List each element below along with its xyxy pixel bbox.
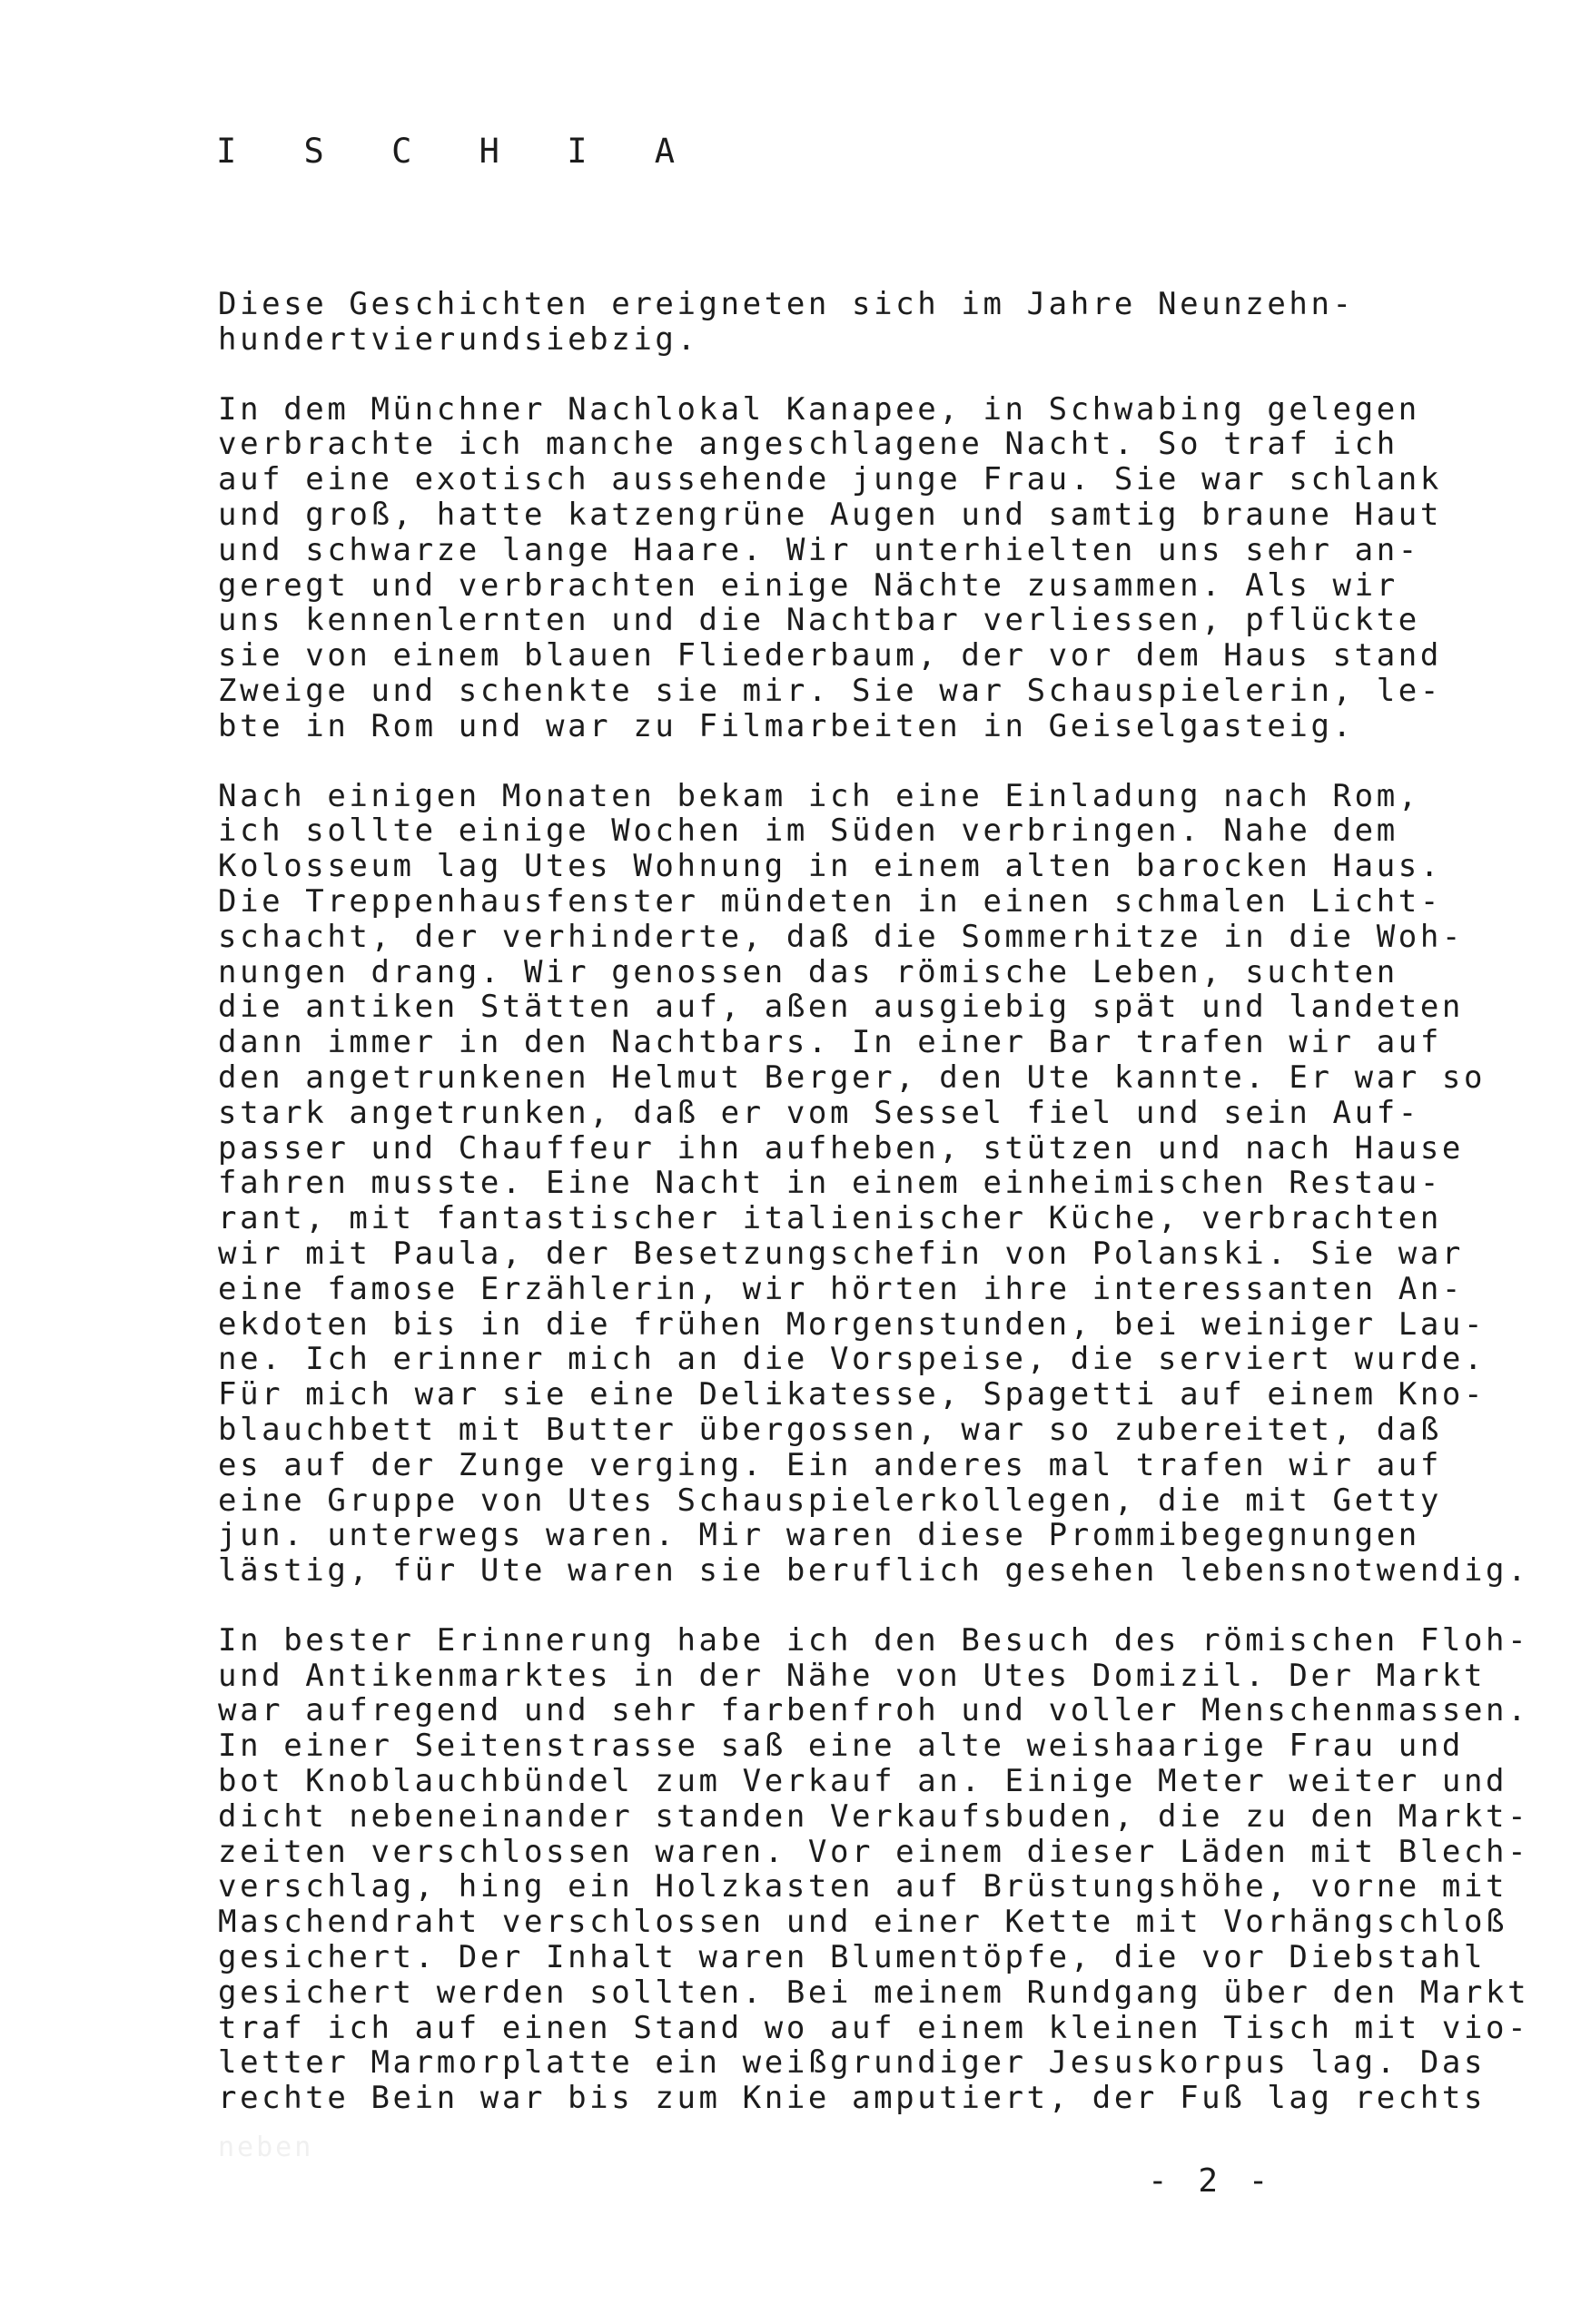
text-line: ich sollte einige Wochen im Süden verbringen. Nahe dem	[218, 812, 1398, 850]
text-line: In bester Erinnerung habe ich den Besuch des römischen Floh-	[218, 1621, 1530, 1659]
text-line: eine Gruppe von Utes Schauspielerkollegen, die mit Getty	[218, 1482, 1442, 1519]
text-line: verbrachte ich manche angeschlagene Nacht. So traf ich	[218, 426, 1398, 463]
paragraph	[218, 287, 1507, 358]
text-line: uns kennenlernten und die Nachtbar verliessen, pflückte	[218, 602, 1420, 639]
text-line: letter Marmorplatte ein weißgrundiger Jesuskorpus lag. Das	[218, 2044, 1487, 2082]
text-line: In dem Münchner Nachlokal Kanapee, in Schwabing gelegen	[218, 390, 1420, 428]
text-line: Diese Geschichten ereigneten sich im Jahre Neunzehn-	[218, 286, 1355, 322]
text-line: und groß, hatte katzengrüne Augen und samtig braune Haut	[218, 496, 1442, 533]
text-line: stark angetrunken, daß er vom Sessel fiel und sein Auf-	[218, 1094, 1420, 1131]
text-line: Für mich war sie eine Delikatesse, Spagetti auf einem Kno-	[218, 1376, 1487, 1413]
text-line: schacht, der verhinderte, daß die Sommerhitze in die Woh-	[218, 918, 1464, 955]
text-line: und Antikenmarktes in der Nähe von Utes Domizil. Der Markt	[218, 1657, 1487, 1694]
text-line: passer und Chauffeur ihn aufheben, stützen und nach Hause	[218, 1129, 1464, 1167]
text-line: lästig, für Ute waren sie beruflich gesehen lebensnotwendig.	[218, 1552, 1530, 1590]
text-line: nungen drang. Wir genossen das römische Leben, suchten	[218, 953, 1398, 990]
text-line: gesichert. Der Inhalt waren Blumentöpfe, die vor Diebstahl	[218, 1939, 1487, 1976]
page-number: - 2 -	[1148, 2162, 1274, 2200]
text-line: den angetrunkenen Helmut Berger, den Ute kannte. Er war so	[218, 1059, 1487, 1096]
text-line: Die Treppenhausfenster mündeten in einen schmalen Licht-	[218, 882, 1442, 920]
text-line: fahren musste. Eine Nacht in einem einheimischen Restau-	[218, 1165, 1442, 1202]
text-line: verschlag, hing ein Holzkasten auf Brüstungshöhe, vorne mit	[218, 1868, 1508, 1905]
text-line: die antiken Stätten auf, aßen ausgiebig spät und landeten	[218, 989, 1464, 1026]
text-line: rant, mit fantastischer italienischer Küche, verbrachten	[218, 1200, 1442, 1237]
text-line: auf eine exotisch aussehende junge Frau. Sie war schlank	[218, 461, 1442, 498]
text-line: war aufregend und sehr farbenfroh und voller Menschenmassen.	[218, 1692, 1530, 1729]
text-line: gesichert werden sollten. Bei meinem Rundgang über den Markt	[218, 1974, 1530, 2011]
text-line: ne. Ich erinner mich an die Vorspeise, die serviert wurde.	[218, 1341, 1487, 1378]
paragraph	[218, 1621, 1530, 2117]
text-line: blauchbett mit Butter übergossen, war so zubereitet, daß	[218, 1411, 1442, 1448]
text-line: dann immer in den Nachtbars. In einer Bar trafen wir auf	[218, 1024, 1442, 1061]
text-line: Maschendraht verschlossen und einer Kette mit Vorhängschloß	[218, 1904, 1508, 1941]
paragraph	[218, 777, 1530, 1590]
text-line: jun. unterwegs waren. Mir waren diese Prommibegegnungen	[218, 1517, 1420, 1554]
faint-carryover-word: neben	[218, 2132, 314, 2163]
text-line: traf ich auf einen Stand wo auf einem kleinen Tisch mit vio-	[218, 2009, 1530, 2046]
text-line: Zweige und schenkte sie mir. Sie war Schauspielerin, le-	[218, 672, 1442, 709]
document-body	[218, 286, 1530, 2151]
document-title: I S C H I A	[216, 132, 699, 171]
text-line: es auf der Zunge verging. Ein anderes mal trafen wir auf	[218, 1446, 1442, 1483]
paragraph	[218, 392, 1507, 744]
text-line: hundertvierundsiebzig.	[218, 320, 699, 358]
text-line: In einer Seitenstrasse saß eine alte weishaarige Frau und	[218, 1728, 1464, 1765]
text-line: geregt und verbrachten einige Nächte zusammen. Als wir	[218, 566, 1398, 604]
text-line: wir mit Paula, der Besetzungschefin von Polanski. Sie war	[218, 1235, 1464, 1272]
text-line: Nach einigen Monaten bekam ich eine Einladung nach Rom,	[218, 777, 1420, 814]
text-line: bte in Rom und war zu Filmarbeiten in Geiselgasteig.	[218, 707, 1355, 744]
text-line: eine famose Erzählerin, wir hörten ihre interessanten An-	[218, 1270, 1464, 1307]
text-line: ekdoten bis in die frühen Morgenstunden, bei weiniger Lau-	[218, 1305, 1487, 1343]
text-line: sie von einem blauen Fliederbaum, der vor dem Haus stand	[218, 637, 1442, 675]
text-line: Kolosseum lag Utes Wohnung in einem alten barocken Haus.	[218, 848, 1442, 885]
text-line: bot Knoblauchbündel zum Verkauf an. Einige Meter weiter und	[218, 1763, 1508, 1800]
text-line: und schwarze lange Haare. Wir unterhielten uns sehr an-	[218, 531, 1420, 568]
text-line: zeiten verschlossen waren. Vor einem dieser Läden mit Blech-	[218, 1833, 1530, 1870]
text-line: dicht nebeneinander standen Verkaufsbuden, die zu den Markt-	[218, 1797, 1530, 1835]
text-line: rechte Bein war bis zum Knie amputiert, der Fuß lag rechts	[218, 2080, 1487, 2117]
